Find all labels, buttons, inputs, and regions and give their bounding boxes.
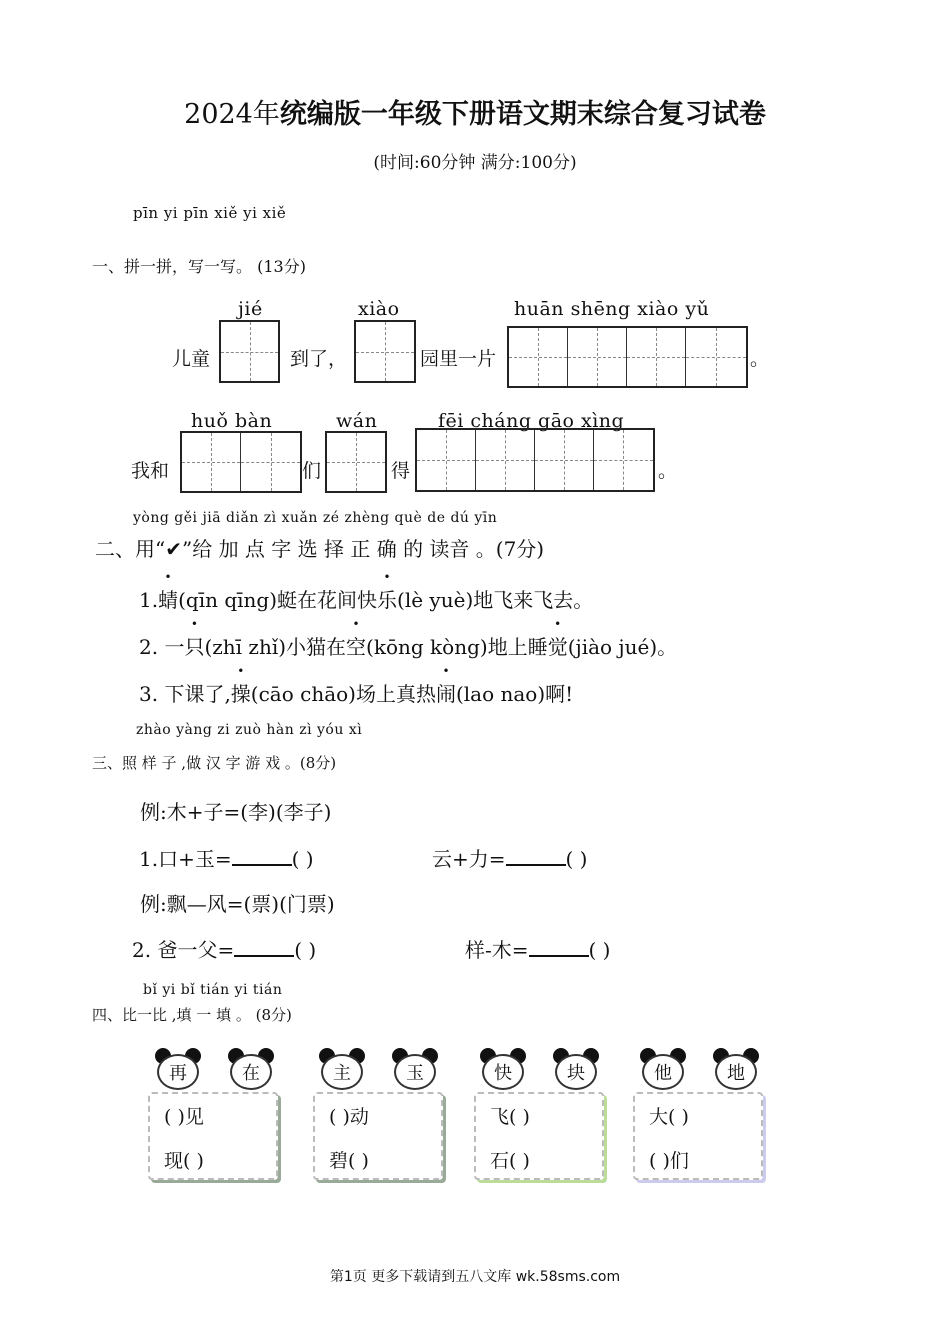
s1-r2-text1: 我和 [131, 460, 170, 482]
s3-pinyin: zhào yàng zi zuò hàn zì yóu xì [136, 722, 363, 738]
s2-heading: 二、用“✔”给 加 点 字 选 择 正 确 的 读音 。(7分) [95, 537, 545, 561]
s1-r1-end: 。 [750, 348, 770, 370]
answer-blank[interactable] [529, 937, 589, 957]
fill-card: 飞( ) 石( ) [474, 1092, 604, 1180]
s1-heading: 一、拼一拼，写一写。 (13分) [92, 257, 306, 276]
s1-r1-py2: xiào [358, 298, 400, 320]
s2-q3: 3. 下课了,操(cāo chāo)场上真热闹(lao nao)啊! [139, 682, 574, 706]
panda-char-tag: 主 [317, 1048, 367, 1092]
s1-pinyin: pīn yi pīn xiě yi xiě [133, 204, 287, 222]
s1-r1-text2: 到了， [290, 348, 348, 370]
s1-r1-py3: huān shēng xiào yǔ [514, 298, 710, 320]
s1-r2-text3: 得 [391, 460, 411, 482]
s1-r2-py3: fēi cháng gāo xìng [438, 410, 625, 432]
s1-r2-text2: 们 [302, 460, 322, 482]
panda-char-tag: 地 [711, 1048, 761, 1092]
s1-r1-py1: jié [238, 298, 263, 320]
s2-q1: 1.蜻(qīn qīng)蜓在花间快乐(lè yuè)地飞来飞去。 [139, 588, 594, 612]
panda-char-tag: 他 [638, 1048, 688, 1092]
s1-r1-text3: 园里一片 [420, 348, 497, 370]
s3-q1: 1.口+玉= ( ) [139, 847, 314, 871]
s3-q1-second: 云+力= ( ) [432, 847, 588, 871]
fill-card: ( )见 现( ) [148, 1092, 278, 1180]
s4-pinyin: bǐ yi bǐ tián yi tián [143, 982, 283, 998]
answer-blank[interactable] [506, 846, 566, 866]
exam-info: (时间:60分钟 满分:100分) [373, 153, 577, 173]
fill-card: ( )动 碧( ) [313, 1092, 443, 1180]
s2-pinyin: yòng gěi jiā diǎn zì xuǎn zé zhèng què de dú yīn [133, 510, 498, 526]
writing-grid[interactable] [507, 326, 748, 388]
page-title: 2024年统编版一年级下册语文期末综合复习试卷 [184, 99, 766, 130]
panda-char-tag: 玉 [390, 1048, 440, 1092]
writing-grid[interactable] [325, 431, 387, 493]
answer-blank[interactable] [234, 937, 294, 957]
writing-grid[interactable] [354, 320, 416, 383]
panda-char-tag: 快 [478, 1048, 528, 1092]
s1-r2-py1: huǒ bàn [191, 410, 273, 432]
s3-q2: 2. 爸一父= ( ) [132, 938, 317, 962]
s1-r1-text1: 儿童 [172, 348, 211, 370]
panda-char-tag: 在 [226, 1048, 276, 1092]
s3-heading: 三、照 样 子 ,做 汉 字 游 戏 。(8分) [92, 754, 337, 772]
s2-q2: 2. 一只(zhī zhǐ)小猫在空(kōng kòng)地上睡觉(jiào jué)。 [139, 635, 678, 659]
s3-q2-second: 样-木= ( ) [465, 938, 611, 962]
fill-card: 大( ) ( )们 [633, 1092, 763, 1180]
panda-char-tag: 再 [153, 1048, 203, 1092]
writing-grid[interactable] [415, 428, 655, 492]
writing-grid[interactable] [180, 431, 302, 493]
s1-r2-end: 。 [658, 460, 678, 482]
panda-char-tag: 块 [551, 1048, 601, 1092]
s1-r2-py2: wán [336, 410, 378, 432]
writing-grid[interactable] [219, 320, 280, 383]
s3-example1: 例:木+子=(李)(李子) [140, 800, 332, 824]
answer-blank[interactable] [232, 846, 292, 866]
s3-example2: 例:飘—风=(票)(门票) [140, 892, 335, 916]
page-footer: 第1页 更多下载请到五八文库 wk.58sms.com [329, 1269, 621, 1285]
s4-heading: 四、比一比 ,填 一 填 。 (8分) [92, 1006, 292, 1024]
